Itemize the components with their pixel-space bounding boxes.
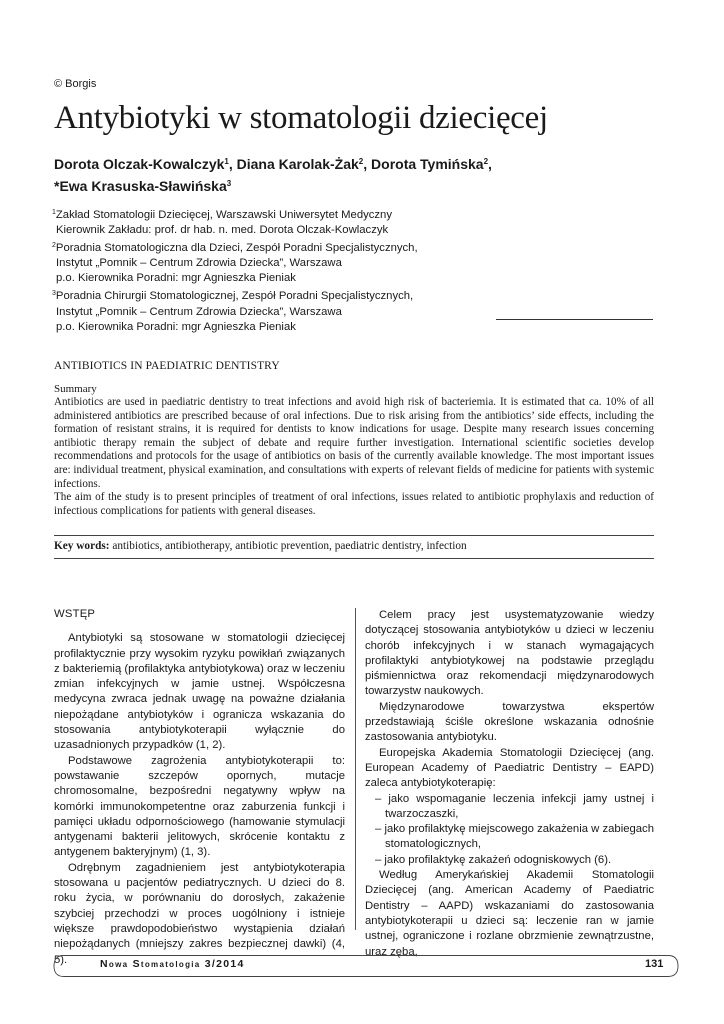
summary-paragraph: The aim of the study is to present principles of treatment of oral infections, issues related to antibiotic prophylaxis and reduction of infectious complications for patients with general diseases. bbox=[54, 491, 654, 517]
right-column bbox=[365, 608, 654, 960]
list-item: – jako wspomaganie leczenia infekcji jamy ustnej i twarzoczaszki, bbox=[375, 792, 654, 820]
affiliation-text: Instytut „Pomnik – Centrum Zdrowia Dziecka”, Warszawa bbox=[56, 257, 342, 270]
author-affiliation-mark: 2 bbox=[358, 157, 364, 166]
english-title: ANTIBIOTICS IN PAEDIATRIC DENTISTRY bbox=[54, 360, 280, 372]
body-paragraph: Według Amerykańskiej Akademii Stomatologii Dziecięcej (ang. American Academy of Paediatric Dentistry – AAPD) wskazaniami do zastosowania antybiotykoterapii u dzieci są: leczenie ran w jamie ustnej, ograniczone i rozlane obrzmienie zewnątrzustne, uraz zęba, bbox=[365, 869, 654, 958]
body-paragraph: Podstawowe zagrożenia antybiotykoterapii to: powstawanie szczepów opornych, mutacje chromosomalne, bezpośredni negatywny wpływ na komórki immunokompetentne oraz zaburzenia funkcji i pamięci układu odpornościowego (hamowanie stymulacji antygenami bakterii jelitowych, skrócenie kontaktu z antygenem bakteryjnym) (1, 3). bbox=[54, 754, 345, 859]
left-column bbox=[54, 607, 345, 968]
affiliation-text: Poradnia Chirurgii Stomatologicznej, Zespół Poradni Specjalistycznych, bbox=[55, 290, 414, 303]
journal-name-rest: tomatologia bbox=[140, 960, 201, 969]
journal-name bbox=[96, 958, 249, 970]
column-divider bbox=[355, 608, 356, 930]
affiliation-line bbox=[52, 238, 532, 256]
keywords-line bbox=[54, 540, 654, 552]
journal-name-initial: S bbox=[132, 958, 141, 970]
affiliation-text: Poradnia Stomatologiczna dla Dzieci, Zespół Poradni Specjalistycznych, bbox=[55, 242, 418, 255]
affiliation-mark: 1 bbox=[52, 209, 56, 216]
affiliation-text: Instytut „Pomnik – Centrum Zdrowia Dziecka”, Warszawa bbox=[56, 305, 342, 318]
author-name: Dorota Olczak-Kowalczyk bbox=[54, 156, 225, 172]
author-affiliation-mark: 1 bbox=[224, 157, 229, 166]
author-affiliation-mark: 3 bbox=[226, 179, 232, 188]
affiliation-divider bbox=[496, 319, 653, 320]
affiliation-line bbox=[52, 305, 532, 320]
author-separator: , bbox=[488, 156, 492, 172]
author-name: *Ewa Krasuska-Sławińska bbox=[54, 178, 227, 194]
author-separator: , bbox=[228, 156, 237, 172]
affiliation-line bbox=[52, 223, 532, 238]
section-heading: WSTĘP bbox=[54, 608, 96, 620]
body-paragraph: Antybiotyki są stosowane w stomatologii dziecięcej profilaktycznie przy wysokim ryzyku powikłań związanych z bakteriemią (profilaktyka antybiotykowa) oraz w leczeniu zmian infekcyjnych w jamie ustnej. Współczesna medycyna zwraca jednak uwagę na poważne działania niepożądane antybiotyków i ogranicza wskazania do stosowania antybiotykoterapii wyłącznie do uzasadnionych przypadków (1, 2). bbox=[54, 632, 345, 752]
affiliation-text: p.o. Kierownika Poradni: mgr Agnieszka Pieniak bbox=[56, 272, 296, 285]
author-affiliation-mark: 2 bbox=[483, 157, 489, 166]
affiliation-text: Kierownik Zakładu: prof. dr hab. n. med. Dorota Olczak-Kowlaczyk bbox=[56, 224, 389, 237]
keywords-label: Key words: bbox=[54, 540, 110, 552]
summary-block bbox=[54, 396, 654, 518]
keywords-text: antibiotics, antibiotherapy, antibiotic prevention, paediatric dentistry, infection bbox=[109, 540, 467, 552]
affiliation-line bbox=[52, 320, 532, 335]
body-paragraph: Międzynarodowe towarzystwa ekspertów przedstawiają ściśle określone wskazania odnośnie zastosowania antybiotyku. bbox=[365, 700, 654, 744]
author-name: Dorota Tymińska bbox=[371, 156, 484, 172]
publisher-note: © Borgis bbox=[54, 78, 97, 90]
affiliation-line bbox=[52, 271, 532, 286]
journal-issue: 3/2014 bbox=[204, 958, 245, 970]
body-paragraph: Odrębnym zagadnieniem jest antybiotykoterapia stosowana u pacjentów pediatrycznych. U dzieci do 8. roku życia, w porównaniu do dorosłych, zakażenie szybciej przechodzi w proces uogólniony i istnieje większe prawdopodobieństwo wystąpienia działań niepożądanych (mniejszy zakres bezpiecznej dawki) (4, 5). bbox=[54, 861, 345, 966]
journal-name-initial: N bbox=[100, 958, 109, 970]
journal-name-rest: owa bbox=[108, 960, 129, 969]
affiliation-mark: 2 bbox=[52, 242, 56, 250]
affiliation-line bbox=[52, 256, 532, 271]
body-paragraph: Europejska Akademia Stomatologii Dziecięcej (ang. European Academy of Paediatric Dentistry – EAPD) zaleca antybiotykoterapię: bbox=[365, 746, 654, 790]
author-list bbox=[54, 152, 654, 196]
summary-paragraph: Antibiotics are used in paediatric dentistry to treat infections and avoid high risk of bacteriemia. It is estimated that ca. 10% of all administered antibiotics are prescribed because of oral infections. Due to risk arising from the antibiotics’ side effects, including the formation of resistant strains, it is required for dentists to know indications for usage. Despite many research issues concerning antibiotic therapy remain the subject of debate and require further investigation. International scientific societies develop recommendations and protocols for the usage of antibiotics on basis of the currently available knowledge. The most important issues are: individual treatment, physical examination, and consultations with experts of relevant fields of medicine for patients with systemic infections. bbox=[54, 396, 654, 490]
affiliation-line bbox=[52, 286, 532, 304]
article-title: Antybiotyki w stomatologii dziecięcej bbox=[54, 100, 548, 136]
affiliation-text: Zakład Stomatologii Dziecięcej, Warszawski Uniwersytet Medyczny bbox=[55, 209, 392, 221]
list-item: – jako profilaktykę miejscowego zakażenia w zabiegach stomatologicznych, bbox=[375, 823, 654, 851]
author-name: Diana Karolak-Żak bbox=[236, 156, 359, 172]
affiliation-mark: 3 bbox=[52, 290, 56, 298]
keywords-rule-top bbox=[54, 535, 654, 536]
affiliation-text: p.o. Kierownika Poradni: mgr Agnieszka Pieniak bbox=[56, 320, 296, 333]
keywords-rule-bottom bbox=[54, 558, 654, 559]
page-number: 131 bbox=[645, 958, 664, 970]
list-item: – jako profilaktykę zakażeń odogniskowych (6). bbox=[375, 853, 612, 866]
affiliations-block bbox=[52, 205, 532, 335]
summary-label: Summary bbox=[54, 383, 97, 395]
affiliation-line bbox=[52, 205, 532, 223]
author-separator: , bbox=[363, 156, 372, 172]
body-paragraph: Celem pracy jest usystematyzowanie wiedzy dotyczącej stosowania antybiotyków u dzieci w leczeniu chorób infekcyjnych i w stanach wymagających profilaktyki antybiotykowej na podstawie przeglądu piśmiennictwa oraz rekomendacji międzynarodowych towarzystw naukowych. bbox=[365, 609, 654, 698]
